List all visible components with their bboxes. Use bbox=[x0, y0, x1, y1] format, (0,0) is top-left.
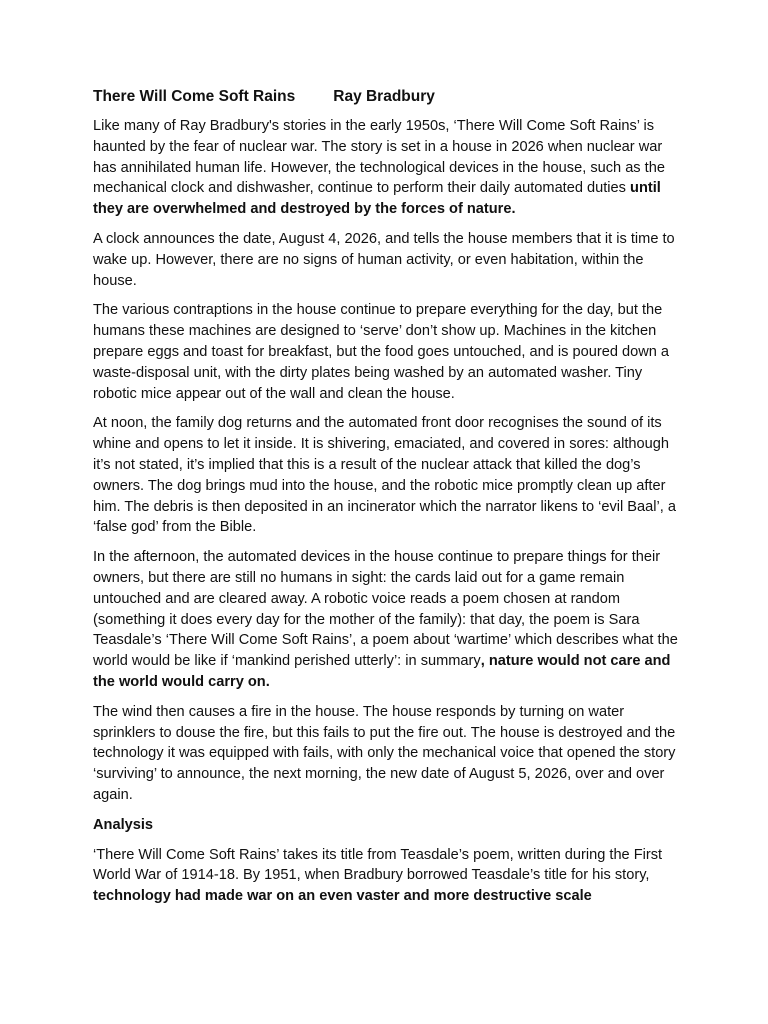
paragraph-analysis-bold: technology had made war on an even vaster and more destructive scale bbox=[93, 888, 592, 905]
paragraph-intro-bold: until they are overwhelmed and destroyed by the forces of nature. bbox=[93, 180, 661, 218]
paragraph-clock: A clock announces the date, August 4, 2026, and tells the house members that it is time to wake up. However, there are no signs of human activity, or even habitation, within the house. bbox=[93, 230, 675, 289]
paragraph-analysis: ‘There Will Come Soft Rains’ takes its title from Teasdale’s poem, written during the First World War of 1914-18. By 1951, when Bradbury borrowed Teasdale’s title for his story, technology had made war on an even vaster and more destructive scale bbox=[93, 846, 663, 905]
paragraph-intro: Like many of Ray Bradbury's stories in the early 1950s, ‘There Will Come Soft Rains’ is haunted by the fear of nuclear war. The story is set in a house in 2026 when nuclear war has annihilated human life. However, the technological devices in the house, such as the mechanical clock and dishwasher, continue to perform their daily automated duties until they are overwhelmed and destroyed by the forces of nature. bbox=[93, 118, 665, 218]
paragraph-contraptions: The various contraptions in the house continue to prepare everything for the day, but the humans these machines are designed to ‘serve’ don’t show up. Machines in the kitchen prepare eggs and toast for breakfast, but the food goes untouched, and is poured down a waste-disposal unit, with the dirty plates being washed by an automated washer. Tiny robotic mice appear out of the wall and clean the house. bbox=[93, 302, 670, 402]
document-title-row bbox=[93, 86, 678, 108]
analysis-heading: Analysis bbox=[93, 816, 154, 833]
story-author: Ray Bradbury bbox=[333, 88, 435, 105]
paragraph-afternoon-bold: , nature would not care and the world would carry on. bbox=[93, 653, 671, 690]
paragraph-dog: At noon, the family dog returns and the automated front door recognises the sound of its whine and opens to let it inside. It is shivering, emaciated, and covered in sores: although it’s not stated, it’s implied that this is a result of the nuclear attack that killed the dog’s owners. The dog brings mud into the house, and the robotic mice promptly clean up after him. The debris is then deposited in an incinerator which the narrator likens to ‘evil Baal’, a ‘false god’ from the Bible. bbox=[93, 415, 676, 536]
paragraph-fire: The wind then causes a fire in the house. The house responds by turning on water sprinklers to douse the fire, but this fails to put the fire out. The house is destroyed and the technology it was equipped with fails, with only the mechanical voice that opened the story ‘surviving’ to announce, the next morning, the new date of August 5, 2026, over and over again. bbox=[93, 703, 676, 803]
story-title: There Will Come Soft Rains bbox=[93, 88, 296, 105]
paragraph-afternoon: In the afternoon, the automated devices in the house continue to prepare things for their owners, but there are still no humans in sight: the cards laid out for a game remain untouched and are cleared away. A robotic voice reads a poem chosen at random (something it does every day for the mother of the family): that day, the poem is Sara Teasdale’s ‘There Will Come Soft Rains’, a poem about ‘wartime’ which describes what the world would be like if ‘mankind perished utterly’: in summary, nature would not care and the world would carry on. bbox=[93, 549, 678, 690]
document-page bbox=[93, 86, 678, 916]
